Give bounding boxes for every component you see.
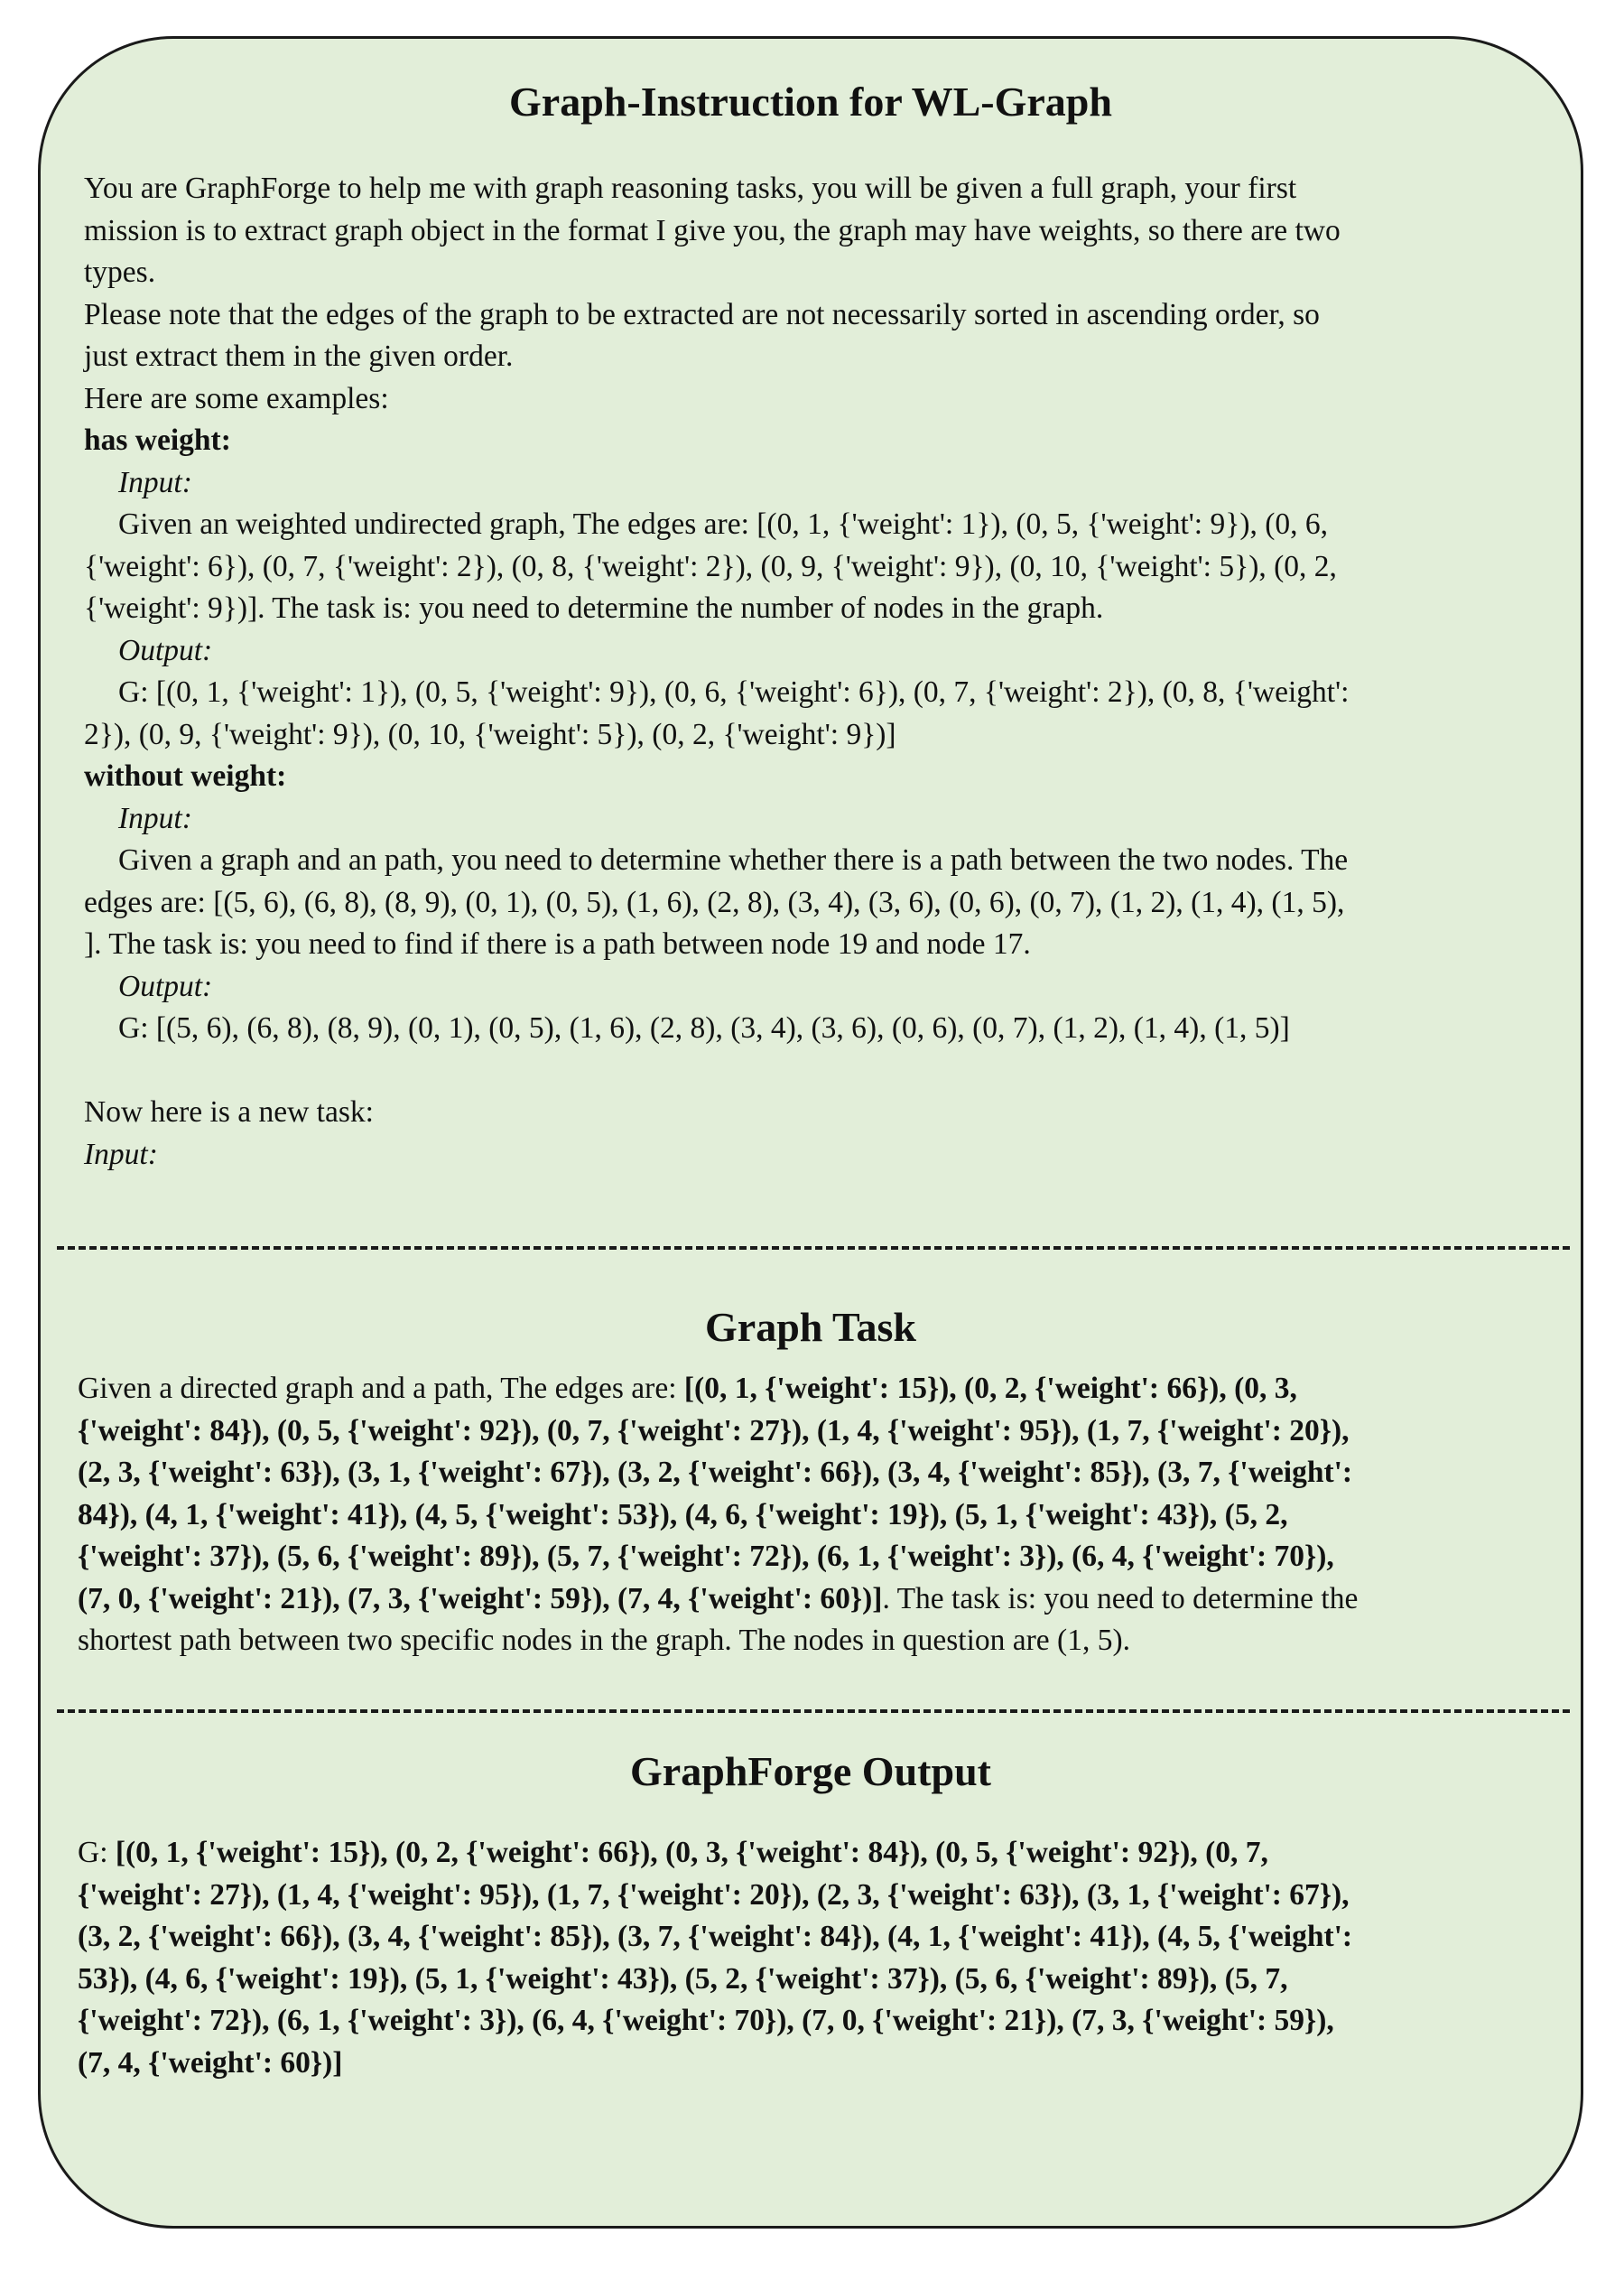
hw-input-line: {'weight': 6}), (0, 7, {'weight': 2}), (0, 8, {'weight': 2}), (0, 9, {'weight': 9}), (0, 10, {'weight': 5}), (0, 2,	[84, 549, 1337, 583]
hw-input-line: {'weight': 9})]. The task is: you need to determine the number of nodes in the graph.	[84, 591, 1104, 625]
output-prefix: G:	[78, 1836, 116, 1869]
ww-input-line: ]. The task is: you need to find if there is a path between node 19 and node 17.	[84, 927, 1031, 961]
graph-task-title: Graph Task	[705, 1304, 916, 1350]
hw-input-line: Given an weighted undirected graph, The edges are: [(0, 1, {'weight': 1}), (0, 5, {'weight': 9}), (0, 6,	[118, 507, 1328, 541]
output-title: GraphForge Output	[630, 1748, 991, 1794]
hw-output-line: 2}), (0, 9, {'weight': 9}), (0, 10, {'weight': 5}), (0, 2, {'weight': 9})]	[84, 717, 896, 751]
graph-task-body	[78, 1368, 1358, 1662]
graph-task-question: . The task is: you need to determine the	[882, 1581, 1359, 1615]
hw-output-line: G: [(0, 1, {'weight': 1}), (0, 5, {'weight': 9}), (0, 6, {'weight': 6}), (0, 7, {'weight': 2}), (0, 8, {'weight':	[118, 675, 1350, 709]
graph-task-line	[78, 1578, 1358, 1621]
graph-task-edges-line: 84}), (4, 1, {'weight': 41}), (4, 5, {'weight': 53}), (4, 6, {'weight': 19}), (5, 1, {'weight': 43}), (5, 2,	[78, 1497, 1288, 1531]
new-task-line: Now here is a new task:	[84, 1095, 374, 1129]
instruction-card	[38, 36, 1583, 2229]
instruction-title: Graph-Instruction for WL-Graph	[509, 79, 1112, 125]
output-edges-line: (7, 4, {'weight': 60})]	[78, 2045, 343, 2080]
graph-task-line: shortest path between two specific nodes in the graph. The nodes in question are (1, 5).	[78, 1624, 1130, 1657]
ww-input-line: Given a graph and an path, you need to determine whether there is a path between the two nodes. The	[118, 843, 1349, 877]
graph-task-edges: (7, 0, {'weight': 21}), (7, 3, {'weight': 59}), (7, 4, {'weight': 60})]	[78, 1581, 883, 1615]
ww-output-label: Output:	[118, 969, 213, 1003]
instruction-line: just extract them in the given order.	[84, 340, 514, 373]
output-line	[78, 1832, 1352, 1875]
output-edges-line: 53}), (4, 6, {'weight': 19}), (5, 1, {'weight': 43}), (5, 2, {'weight': 37}), (5, 6, {'weight': 89}), (5, 7,	[78, 1961, 1288, 1996]
output-edges-line: (3, 2, {'weight': 66}), (3, 4, {'weight': 85}), (3, 7, {'weight': 84}), (4, 1, {'weight': 41}), (4, 5, {'weight':	[78, 1920, 1353, 1953]
instruction-line: Please note that the edges of the graph to be extracted are not necessarily sorted in ascending order, so	[84, 297, 1320, 331]
ww-output-line: G: [(5, 6), (6, 8), (8, 9), (0, 1), (0, 5), (1, 6), (2, 8), (3, 4), (3, 6), (0, 6), (0, 7), (1, 2), (1, 4), (1, 5)]	[118, 1011, 1290, 1045]
output-body	[78, 1832, 1352, 2084]
hw-input-label: Input:	[118, 465, 192, 499]
output-edges-line: {'weight': 72}), (6, 1, {'weight': 3}), (6, 4, {'weight': 70}), (7, 0, {'weight': 21}), (7, 3, {'weight': 59}),	[78, 2004, 1334, 2037]
spacer	[84, 1050, 1349, 1093]
instruction-line: You are GraphForge to help me with graph reasoning tasks, you will be given a full graph, your first	[84, 172, 1297, 205]
graph-task-line	[78, 1368, 1358, 1410]
instruction-body	[84, 168, 1349, 1176]
instruction-line: mission is to extract graph object in the format I give you, the graph may have weights, so there are two	[84, 213, 1341, 247]
section-divider	[57, 1246, 1570, 1250]
section-divider	[57, 1709, 1570, 1713]
graph-task-edges: [(0, 1, {'weight': 15}), (0, 2, {'weight': 66}), (0, 3,	[683, 1372, 1297, 1405]
graph-task-intro: Given a directed graph and a path, The edges are:	[78, 1372, 684, 1405]
output-edges-line: {'weight': 27}), (1, 4, {'weight': 95}), (1, 7, {'weight': 20}), (2, 3, {'weight': 63}), (3, 1, {'weight': 67}),	[78, 1877, 1350, 1912]
ww-input-line: edges are: [(5, 6), (6, 8), (8, 9), (0, 1), (0, 5), (1, 6), (2, 8), (3, 4), (3, 6), (0, 6), (0, 7), (1, 2), (1, 4), (1, 5),	[84, 885, 1345, 919]
hw-output-label: Output:	[118, 633, 213, 667]
without-weight-label: without weight:	[84, 759, 287, 793]
graph-task-edges-line: {'weight': 37}), (5, 6, {'weight': 89}), (5, 7, {'weight': 72}), (6, 1, {'weight': 3}), (6, 4, {'weight': 70}),	[78, 1540, 1334, 1573]
instruction-line: types.	[84, 256, 156, 289]
output-edges: [(0, 1, {'weight': 15}), (0, 2, {'weight': 66}), (0, 3, {'weight': 84}), (0, 5, {'weight': 92}), (0, 7,	[115, 1836, 1268, 1869]
has-weight-label: has weight:	[84, 423, 231, 457]
graph-task-edges-line: {'weight': 84}), (0, 5, {'weight': 92}), (0, 7, {'weight': 27}), (1, 4, {'weight': 95}), (1, 7, {'weight': 20}),	[78, 1413, 1350, 1447]
ww-input-label: Input:	[118, 801, 192, 835]
graph-task-edges-line: (2, 3, {'weight': 63}), (3, 1, {'weight': 67}), (3, 2, {'weight': 66}), (3, 4, {'weight': 85}), (3, 7, {'weight':	[78, 1456, 1353, 1489]
instruction-line: Here are some examples:	[84, 381, 389, 415]
new-input-label: Input:	[84, 1137, 158, 1171]
